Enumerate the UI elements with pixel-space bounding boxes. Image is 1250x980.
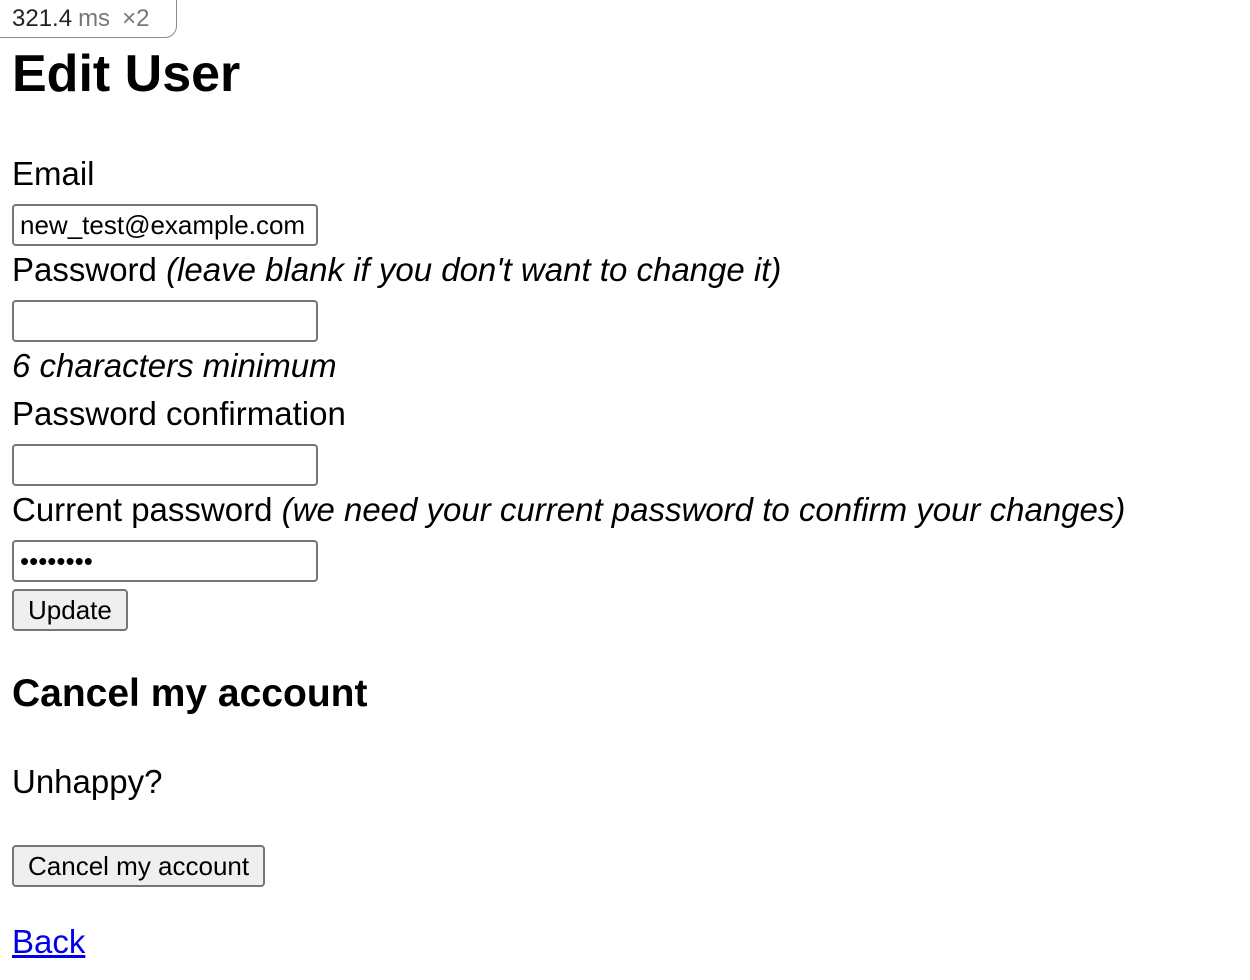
cancel-account-heading: Cancel my account: [12, 672, 368, 715]
back-link[interactable]: Back: [12, 923, 86, 960]
email-field[interactable]: [12, 204, 318, 246]
profiler-multiplier: ×2: [122, 4, 150, 32]
password-confirmation-field[interactable]: [12, 444, 318, 486]
profiler-unit: ms: [78, 4, 111, 32]
current-password-note: (we need your current password to confirm your changes): [281, 491, 1126, 528]
profiler-badge[interactable]: [0, 0, 177, 38]
current-password-label: Current password: [12, 491, 273, 528]
password-label-row: [12, 250, 781, 290]
password-hint: 6 characters minimum: [12, 347, 337, 384]
email-label: Email: [12, 155, 95, 192]
current-password-field[interactable]: [12, 540, 318, 582]
profiler-time: 321.4: [12, 4, 73, 32]
password-confirmation-label: Password confirmation: [12, 395, 346, 432]
page-title: Edit User: [12, 45, 241, 103]
password-note: (leave blank if you don't want to change it): [166, 251, 782, 288]
update-button[interactable]: Update: [12, 589, 128, 631]
current-password-label-row: [12, 490, 1125, 530]
password-field[interactable]: [12, 300, 318, 342]
cancel-account-button[interactable]: Cancel my account: [12, 845, 265, 887]
unhappy-text: Unhappy?: [12, 763, 163, 800]
password-label: Password: [12, 251, 157, 288]
